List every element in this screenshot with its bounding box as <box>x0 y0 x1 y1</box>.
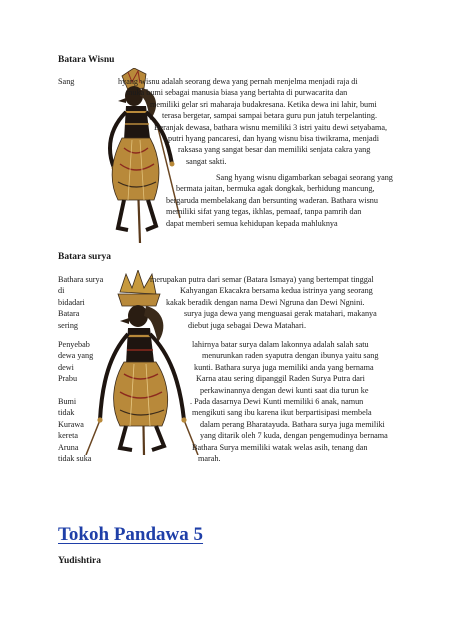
heading-batara-wisnu: Batara Wisnu <box>58 55 115 65</box>
tokoh-pandawa-title-link[interactable]: Tokoh Pandawa 5 <box>58 524 204 545</box>
text-line: bermata jaitan, bermuka agak dongkak, berhidung mancung, <box>176 184 375 194</box>
text-line: putri hyang pancaresi, dan hyang wisnu bisa tiwikrama, menjadi <box>168 134 380 144</box>
text-line: . Pada dasarnya Dewi Kunti memiliki 6 anak, namun <box>190 397 364 407</box>
lead-word: Sang <box>58 77 75 86</box>
text-line: yang ditarik oleh 7 kuda, dengan pengemudinya bernama <box>200 431 388 441</box>
surya-paragraph-2-right <box>190 339 418 464</box>
text-line: Bathara Surya memiliki watak welas asih, tenang dan <box>192 442 368 452</box>
surya-paragraph-1-right <box>150 274 416 331</box>
text-line: Kahyangan Ekacakra bersama kedua istrinya yang seorang <box>180 286 373 296</box>
text-line: Sang hyang wisnu digambarkan sebagai seorang yang <box>216 173 393 182</box>
text-line: Bathara surya <box>58 275 104 284</box>
text-line: Aruna <box>58 442 79 452</box>
text-line: lahirnya batar surya dalam lakonnya adalah salah satu <box>192 340 369 349</box>
text-line: bidadari <box>58 297 85 307</box>
text-line: Prabu <box>58 374 78 384</box>
surya-paragraph-2-left <box>58 339 128 464</box>
text-line: mengikuti sang ibu karena ikut berpartisipasi membela <box>192 408 372 418</box>
text-line: kereta <box>58 431 78 441</box>
text-line: di <box>58 286 65 296</box>
text-line: Kurawa <box>58 419 84 429</box>
wisnu-paragraph-2 <box>166 172 422 229</box>
subheading-yudishtira: Yudishtira <box>58 556 101 566</box>
heading-batara-surya: Batara surya <box>58 252 112 262</box>
text-line: menurunkan raden syaputra dengan ibunya yaitu sang <box>202 351 379 361</box>
text-line: Karna atau sering dipanggil Raden Surya Putra dari <box>196 374 365 384</box>
text-line: dewa yang <box>58 351 94 361</box>
text-line: marah. <box>198 454 221 464</box>
text-line: dapat memberi semua kehidupan kepada mahluknya <box>166 218 338 228</box>
text-line: memiliki gelar sri maharaja budakresana. Ketika dewa ini lahir, bumi <box>150 99 377 109</box>
text-line: bergaruda membelakang dan bersunting waderan. Bathara wisnu <box>166 195 378 205</box>
text-line: diebut juga sebagai Dewa Matahari. <box>188 320 306 330</box>
text-line: Batara <box>58 309 80 319</box>
text-line: sangat sakti. <box>186 156 227 166</box>
surya-paragraph-1-left <box>58 274 116 331</box>
wisnu-paragraph-1 <box>118 76 416 167</box>
text-line: sering <box>58 320 79 330</box>
text-line: hyang wisnu adalah seorang dewa yang pernah menjelma menjadi raja di <box>118 77 358 86</box>
text-line: memiliki sifat yang tegas, ikhlas, pemaaf, tanpa pamrih dan <box>166 207 362 217</box>
text-line <box>58 385 128 396</box>
text-line: dalam perang Bharatayuda. Bathara surya juga memiliki <box>200 419 385 429</box>
text-line: Penyebab <box>58 340 90 349</box>
text-line: dewi <box>58 362 74 372</box>
text-line: tidak <box>58 408 75 418</box>
text-line: Beranjak dewasa, bathara wisnu memiliki 3 istri yaitu dewi setyabama, <box>154 122 388 132</box>
text-line: surya juga dewa yang menguasai gerak matahari, makanya <box>184 309 377 319</box>
text-line: raksasa yang sangat besar dan memiliki senjata cakra yang <box>178 145 371 155</box>
text-line: perkawinannya dengan dewi kunti saat dia turun ke <box>200 385 369 395</box>
text-line: merupakan putra dari semar (Batara Ismaya) yang bertempat tinggal <box>150 275 374 284</box>
text-line: Bumi <box>58 397 77 407</box>
text-line: muka bumi sebagai manusia biasa yang bertahta di purwacarita dan <box>126 88 348 98</box>
text-line: kunti. Bathara surya juga memiliki anda yang bernama <box>194 362 374 372</box>
text-line: tidak suka <box>58 454 92 464</box>
text-line: kakak beradik dengan nama Dewi Ngruna dan Dewi Ngnini. <box>166 297 365 307</box>
text-line: terasa bergetar, sampai sampai betara guru pun jatuh terpelanting. <box>162 111 378 121</box>
